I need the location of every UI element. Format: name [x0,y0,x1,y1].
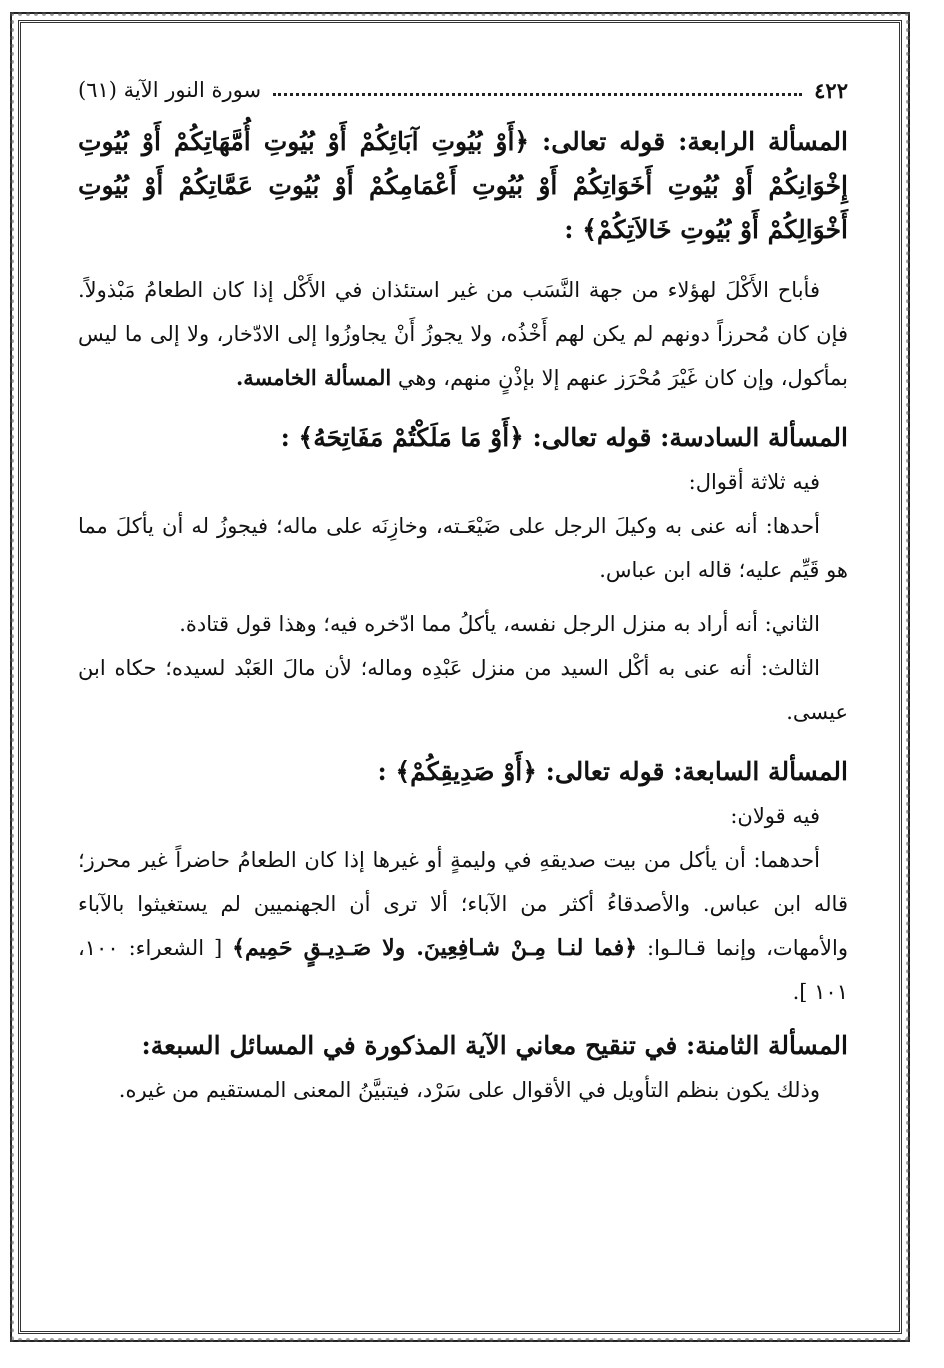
issue-4-verse: ﴿أَوْ بُيُوتِ آبَائِكُمْ أَوْ بُيُوتِ أُمَّهَاتِكُمْ أَوْ بُيُوتِ إِخْوَانِكُمْ أَوْ بُيُوتِ أَخَوَاتِكُمْ أَوْ بُيُوتِ أَعْمَامِكُمْ أَوْ بُيُوتِ عَمَّاتِكُمْ أَوْ بُيُوتِ أَخْوَالِكُمْ أَوْ بُيُوتِ خَالاَتِكُمْ﴾ : [78,127,848,244]
issue-7-opinion-1-text: أحدهما: أن يأكل من بيت صديقهِ في وليمةٍ أو غيرها إذا كان الطعامُ حاضراً غير محرز؛ قاله ابن عباس. والأصدقاءُ أكثر من الآباء؛ ألا ترى أن الجهنميين لم يستغيثوا بالآباء والأمهات، وإنما قـالـوا: [78,848,848,960]
issue-6-opinion-1: أحدها: أنه عنى به وكيلَ الرجل على ضَيْعَـته، وخازِنَه على ماله؛ فيجوزُ له أن يأكلَ مما هو قَيِّم عليه؛ قاله ابن عباس. [78,514,848,582]
issue-7-opinion-1 [78,838,848,1014]
issue-6-opinion-3: الثالث: أنه عنى به أكْل السيد من منزل عَبْدِه وماله؛ لأن مالَ العَبْد لسيده؛ حكاه ابن عيسى. [78,656,848,724]
issue-5-heading: المسألة الخامسة. [236,365,392,390]
issue-4-heading [78,120,848,252]
issue-7-citation: [ الشعراء: ١٠٠، ١٠١ ]. [78,936,848,1004]
issue-4-label: المسألة الرابعة: قوله تعالى: [542,127,848,156]
issue-7-verse-quote: ﴿فما لنـا مِـنْ شـافِعِينَ. ولا صَـدِيـقٍ حَمِيم﴾ [232,935,638,961]
issue-8-heading: المسألة الثامنة: في تنقيح معاني الآية المذكورة في المسائل السبعة: [141,1031,848,1060]
issue-4-text: فأباح الأَكْلَ لهؤلاء من جهة النَّسَب من غير استئذان في الأَكْل إذا كان الطعامُ مَبْذولاً. فإن كان مُحرزاً دونهم لم يكن لهم أَخْذُه، ولا يجوزُ أَنْ يجاوزُوا إلى الادّخار، ولا إلى ما ليس بمأكول، وإن كان غَيْرَ مُحْرَز عنهم إلا بإذْنٍ منهم، وهي [78,278,848,390]
issue-4-paragraph [78,268,848,400]
running-header [78,70,848,110]
issue-6-intro: فيه ثلاثة أقوال: [688,470,820,494]
issue-6-verse: ﴿أَوْ مَا مَلَكْتُمْ مَفَاتِحَهُ﴾ : [280,423,524,452]
issue-6-opinion-2: الثاني: أنه أراد به منزل الرجل نفسه، يأكلُ مما ادّخره فيه؛ وهذا قول قتادة. [179,612,820,636]
issue-6-label: المسألة السادسة: قوله تعالى: [532,423,848,452]
book-page [78,70,848,1112]
header-dotted-leader [273,93,802,96]
surah-title: سورة النور الآية (٦١) [78,78,262,102]
issue-7-verse: ﴿أَوْ صَدِيقِكُمْ﴾ : [377,757,537,786]
issue-8-text: وذلك يكون بنظم التأويل في الأقوال على سَرْد، فيتبيَّنُ المعنى المستقيم من غيره. [118,1078,820,1102]
issue-6-heading [78,416,848,460]
issue-7-intro: فيه قولان: [730,804,820,828]
issue-7-label: المسألة السابعة: قوله تعالى: [545,757,848,786]
page-number: ٤٢٢ [814,77,848,103]
issue-7-heading [78,750,848,794]
